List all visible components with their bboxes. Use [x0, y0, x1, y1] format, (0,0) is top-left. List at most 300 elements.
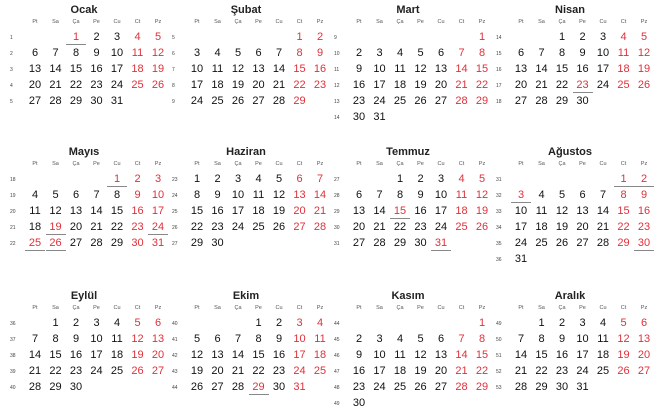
day-cell: 2	[316, 31, 324, 43]
week-number: 6	[172, 51, 175, 57]
weekday-label: Cu	[437, 19, 445, 25]
day-cell: 7	[93, 189, 100, 201]
day-cell: 10	[373, 349, 386, 361]
week-number: 10	[334, 51, 340, 57]
day-cell: 9	[558, 333, 566, 345]
day-cell: 15	[293, 63, 306, 75]
day-cell: 25	[110, 365, 124, 377]
week-number: 11	[334, 67, 340, 73]
weekday-label: Pt	[356, 161, 362, 167]
day-cell: 25	[393, 95, 407, 107]
day-cell: 12	[231, 63, 245, 75]
day-cell: 22	[293, 79, 306, 91]
weekday-label: Sa	[52, 161, 59, 167]
day-cell: 20	[352, 221, 366, 233]
weekday-label: Ct	[458, 161, 465, 167]
day-cell: 4	[538, 189, 545, 201]
day-cell: 8	[558, 47, 566, 59]
weekday-label: Cu	[599, 161, 607, 167]
day-cell: 4	[31, 189, 39, 201]
day-cell: 24	[90, 365, 103, 377]
weekday-label: Sa	[538, 161, 545, 167]
day-cell: 16	[637, 205, 651, 217]
weekday-label: Sa	[214, 305, 221, 311]
day-cell: 3	[376, 47, 383, 59]
day-cell: 2	[355, 333, 363, 345]
day-cell: 11	[617, 47, 630, 59]
day-cell: 10	[373, 63, 386, 75]
day-cell: 14	[49, 63, 62, 75]
day-cell: 19	[555, 221, 569, 233]
month-name: Eylül	[70, 290, 98, 302]
day-cell: 8	[296, 47, 303, 59]
weekday-label: Pz	[478, 19, 486, 25]
day-cell: 30	[131, 237, 144, 249]
day-cell: 28	[231, 381, 245, 393]
day-cell: 6	[296, 173, 303, 185]
day-cell: 7	[234, 333, 242, 345]
weekday-label: Pt	[356, 19, 362, 25]
day-cell: 18	[393, 79, 407, 91]
weekday-label: Cu	[437, 305, 445, 311]
day-cell: 5	[417, 47, 424, 59]
day-cell: 3	[599, 31, 607, 43]
day-cell: 18	[211, 79, 224, 91]
day-cell: 21	[49, 79, 62, 91]
day-cell: 7	[458, 47, 465, 59]
day-cell: 29	[475, 95, 489, 107]
day-cell: 4	[214, 47, 221, 59]
day-cell: 16	[131, 205, 144, 217]
day-cell: 28	[455, 95, 468, 107]
day-cell: 21	[90, 221, 103, 233]
day-cell: 29	[475, 381, 489, 393]
day-cell: 11	[535, 205, 548, 217]
day-cell: 30	[272, 381, 286, 393]
day-cell: 16	[313, 63, 327, 75]
day-cell: 10	[576, 333, 589, 345]
day-cell: 27	[434, 95, 448, 107]
day-cell: 26	[151, 79, 165, 91]
weekday-label: Pt	[32, 305, 38, 311]
day-cell: 9	[579, 47, 586, 59]
day-cell: 18	[252, 205, 265, 217]
day-cell: 14	[535, 63, 548, 75]
day-cell: 23	[69, 365, 83, 377]
day-cell: 7	[275, 47, 283, 59]
day-cell: 10	[293, 333, 306, 345]
day-cell: 18	[596, 349, 610, 361]
week-number: 19	[10, 193, 16, 199]
day-cell: 1	[52, 317, 59, 329]
week-number: 27	[172, 241, 178, 247]
day-cell: 25	[617, 79, 630, 91]
weekday-label: Ça	[396, 19, 404, 25]
day-cell: 28	[49, 95, 62, 107]
day-cell: 26	[414, 95, 427, 107]
day-cell: 2	[634, 173, 654, 187]
month-name: Şubat	[230, 4, 262, 16]
day-cell: 10	[514, 205, 528, 217]
week-number: 21	[10, 225, 16, 231]
day-cell: 28	[596, 237, 610, 249]
day-cell: 22	[252, 365, 265, 377]
week-number: 34	[496, 225, 502, 231]
day-cell: 13	[211, 349, 224, 361]
month-name: Kasım	[391, 290, 425, 302]
month-name: Temmuz	[386, 146, 430, 158]
day-cell: 19	[131, 349, 144, 361]
day-cell: 5	[417, 333, 424, 345]
day-cell: 27	[434, 381, 448, 393]
day-cell: 21	[455, 365, 468, 377]
week-number: 27	[334, 177, 340, 183]
day-cell: 27	[211, 381, 224, 393]
week-number: 3	[10, 67, 13, 73]
day-cell: 5	[620, 317, 627, 329]
day-cell: 29	[190, 237, 204, 249]
day-cell: 29	[535, 381, 548, 393]
day-cell: 10	[231, 189, 245, 201]
day-cell: 6	[437, 333, 445, 345]
day-cell: 3	[234, 173, 242, 185]
day-cell: 3	[154, 173, 162, 185]
weekday-label: Pe	[255, 161, 262, 167]
day-cell: 19	[151, 63, 165, 75]
day-cell: 24	[190, 95, 204, 107]
day-cell: 31	[514, 253, 528, 265]
day-cell: 6	[154, 317, 162, 329]
weekday-label: Sa	[376, 19, 383, 25]
week-number: 16	[496, 67, 502, 73]
weekday-label: Pt	[518, 305, 524, 311]
day-cell: 24	[434, 221, 448, 233]
day-cell: 1	[296, 31, 303, 43]
day-cell: 3	[93, 317, 100, 329]
day-cell: 20	[151, 349, 165, 361]
day-cell: 22	[555, 79, 569, 91]
weekday-label: Pe	[93, 161, 100, 167]
day-cell: 18	[110, 349, 124, 361]
day-cell: 1	[107, 173, 127, 187]
week-number: 9	[172, 99, 175, 105]
day-cell: 18	[617, 63, 630, 75]
day-cell: 15	[555, 63, 569, 75]
week-number: 23	[172, 177, 178, 183]
weekday-label: Pe	[579, 19, 586, 25]
day-cell: 13	[28, 63, 42, 75]
day-cell: 30	[576, 95, 589, 107]
weekday-label: Ça	[72, 305, 80, 311]
day-cell: 11	[394, 63, 406, 75]
week-number: 1	[10, 35, 13, 41]
day-cell: 7	[517, 333, 525, 345]
day-cell: 23	[131, 221, 144, 233]
day-cell: 19	[190, 365, 204, 377]
week-number: 39	[10, 369, 16, 375]
day-cell: 15	[475, 349, 489, 361]
day-cell: 12	[190, 349, 204, 361]
day-cell: 8	[72, 47, 80, 59]
day-cell: 30	[555, 381, 569, 393]
day-cell: 8	[478, 333, 486, 345]
day-cell: 11	[252, 189, 265, 201]
day-cell: 3	[579, 317, 586, 329]
day-cell: 6	[31, 47, 39, 59]
day-cell: 2	[275, 317, 283, 329]
day-cell: 21	[535, 79, 548, 91]
day-cell: 14	[514, 349, 528, 361]
day-cell: 29	[49, 381, 62, 393]
month-name: Mart	[396, 4, 420, 16]
day-cell: 7	[538, 47, 545, 59]
day-cell: 7	[52, 47, 59, 59]
day-cell: 20	[293, 205, 306, 217]
day-cell: 1	[478, 317, 486, 329]
weekday-label: Pe	[579, 305, 586, 311]
day-cell: 22	[110, 221, 124, 233]
day-cell: 13	[434, 63, 448, 75]
day-cell: 13	[69, 205, 83, 217]
day-cell: 28	[272, 95, 286, 107]
day-cell: 20	[514, 79, 528, 91]
day-cell: 29	[110, 237, 124, 249]
day-cell: 28	[455, 381, 468, 393]
day-cell: 11	[29, 205, 41, 217]
day-cell: 6	[255, 47, 262, 59]
weekday-label: Cu	[113, 161, 121, 167]
day-cell: 24	[231, 221, 245, 233]
weekday-label: Ct	[620, 19, 627, 25]
weekday-label: Ct	[134, 19, 141, 25]
weekday-label: Ça	[234, 19, 242, 25]
weekday-label: Ct	[458, 19, 465, 25]
week-number: 2	[10, 51, 13, 57]
day-cell: 12	[414, 63, 427, 75]
weekday-label: Ça	[396, 161, 404, 167]
day-cell: 4	[316, 317, 324, 329]
day-cell: 20	[211, 365, 224, 377]
week-number: 4	[10, 83, 13, 89]
week-number: 20	[10, 209, 16, 215]
day-cell: 26	[272, 221, 286, 233]
day-cell: 8	[538, 333, 545, 345]
day-cell: 19	[272, 205, 286, 217]
week-number: 5	[10, 99, 13, 105]
weekday-label: Pz	[478, 161, 486, 167]
day-cell: 12	[637, 47, 651, 59]
day-cell: 23	[352, 381, 366, 393]
day-cell: 3	[296, 317, 303, 329]
week-number: 14	[334, 115, 340, 121]
day-cell: 31	[110, 95, 124, 107]
day-cell: 23	[637, 221, 651, 233]
weekday-label: Pz	[640, 19, 648, 25]
day-cell: 18	[535, 221, 548, 233]
day-cell: 19	[46, 221, 66, 235]
weekday-label: Cu	[275, 305, 283, 311]
day-cell: 10	[151, 189, 165, 201]
day-cell: 9	[355, 63, 363, 75]
weekday-label: Cu	[275, 161, 283, 167]
week-number: 49	[496, 321, 502, 327]
day-cell: 30	[69, 381, 83, 393]
day-cell: 1	[66, 31, 86, 45]
day-cell: 25	[455, 221, 468, 233]
week-number: 24	[172, 193, 178, 199]
day-cell: 17	[373, 365, 386, 377]
day-cell: 12	[617, 333, 630, 345]
week-number: 33	[496, 209, 502, 215]
weekday-label: Pt	[518, 161, 524, 167]
weekday-label: Pz	[316, 19, 324, 25]
weekday-label: Sa	[214, 19, 221, 25]
day-cell: 7	[599, 189, 607, 201]
week-number: 7	[172, 67, 175, 73]
day-cell: 2	[579, 31, 586, 43]
day-cell: 24	[148, 221, 168, 235]
weekday-label: Ct	[458, 305, 465, 311]
day-cell: 14	[455, 63, 468, 75]
day-cell: 15	[475, 63, 489, 75]
day-cell: 24	[514, 237, 528, 249]
day-cell: 26	[231, 95, 245, 107]
weekday-label: Pz	[154, 161, 162, 167]
day-cell: 3	[193, 47, 201, 59]
day-cell: 18	[131, 63, 144, 75]
week-number: 44	[334, 321, 340, 327]
day-cell: 26	[617, 365, 630, 377]
day-cell: 28	[313, 221, 327, 233]
day-cell: 22	[190, 221, 204, 233]
day-cell: 13	[352, 205, 366, 217]
week-number: 44	[172, 385, 178, 391]
day-cell: 22	[393, 221, 407, 233]
weekday-label: Pt	[194, 19, 200, 25]
weekday-label: Cu	[599, 305, 607, 311]
day-cell: 13	[293, 189, 306, 201]
weekday-label: Pz	[316, 305, 324, 311]
week-number: 36	[496, 257, 502, 263]
day-cell: 1	[538, 317, 545, 329]
day-cell: 27	[252, 95, 265, 107]
day-cell: 21	[373, 221, 386, 233]
day-cell: 13	[252, 63, 265, 75]
day-cell: 4	[458, 173, 465, 185]
day-cell: 15	[252, 349, 265, 361]
weekday-label: Pt	[32, 19, 38, 25]
day-cell: 15	[49, 349, 62, 361]
week-number: 30	[334, 225, 340, 231]
day-cell: 14	[231, 349, 245, 361]
day-cell: 4	[113, 317, 121, 329]
day-cell: 20	[576, 221, 589, 233]
weekday-label: Cu	[437, 161, 445, 167]
day-cell: 6	[214, 333, 221, 345]
week-number: 8	[172, 83, 175, 89]
day-cell: 31	[576, 381, 589, 393]
day-cell: 17	[110, 63, 124, 75]
day-cell: 12	[131, 333, 144, 345]
day-cell: 2	[134, 173, 141, 185]
day-cell: 19	[414, 79, 427, 91]
day-cell: 18	[455, 205, 468, 217]
week-number: 53	[496, 385, 502, 391]
day-cell: 27	[151, 365, 165, 377]
weekday-label: Sa	[52, 19, 59, 25]
day-cell: 11	[111, 333, 123, 345]
week-number: 42	[172, 353, 178, 359]
day-cell: 17	[373, 79, 386, 91]
day-cell: 21	[514, 365, 528, 377]
week-number: 17	[496, 83, 502, 89]
day-cell: 22	[49, 365, 62, 377]
week-number: 15	[496, 51, 502, 57]
day-cell: 26	[190, 381, 204, 393]
day-cell: 3	[511, 189, 531, 203]
day-cell: 2	[72, 317, 80, 329]
weekday-label: Pe	[93, 19, 100, 25]
weekday-label: Ça	[558, 305, 566, 311]
day-cell: 28	[514, 381, 528, 393]
day-cell: 20	[637, 349, 651, 361]
day-cell: 20	[434, 79, 448, 91]
weekday-label: Cu	[599, 19, 607, 25]
day-cell: 29	[69, 95, 83, 107]
day-cell: 18	[393, 365, 407, 377]
week-number: 46	[334, 353, 340, 359]
day-cell: 23	[211, 221, 224, 233]
day-cell: 3	[376, 333, 383, 345]
week-number: 14	[496, 35, 502, 41]
week-number: 28	[334, 193, 340, 199]
week-number: 43	[172, 369, 178, 375]
day-cell: 13	[576, 205, 589, 217]
day-cell: 31	[151, 237, 165, 249]
day-cell: 5	[275, 173, 283, 185]
week-number: 31	[334, 241, 340, 247]
day-cell: 28	[535, 95, 548, 107]
day-cell: 25	[131, 79, 144, 91]
day-cell: 6	[437, 47, 445, 59]
day-cell: 12	[414, 349, 427, 361]
month-name: Aralık	[554, 290, 586, 302]
day-cell: 21	[596, 221, 610, 233]
weekday-label: Pz	[640, 161, 648, 167]
day-cell: 7	[31, 333, 39, 345]
day-cell: 24	[110, 79, 124, 91]
day-cell: 25	[596, 365, 610, 377]
weekday-label: Cu	[275, 19, 283, 25]
day-cell: 22	[617, 221, 630, 233]
weekday-label: Sa	[538, 305, 545, 311]
day-cell: 8	[52, 333, 59, 345]
day-cell: 30	[352, 397, 366, 409]
weekday-label: Sa	[376, 305, 383, 311]
day-cell: 12	[555, 205, 569, 217]
weekday-label: Ct	[620, 305, 627, 311]
day-cell: 9	[316, 47, 324, 59]
day-cell: 14	[313, 189, 327, 201]
day-cell: 1	[558, 31, 566, 43]
week-number: 37	[10, 337, 16, 343]
day-cell: 30	[211, 237, 224, 249]
weekday-label: Ça	[72, 19, 80, 25]
day-cell: 19	[231, 79, 245, 91]
day-cell: 16	[352, 79, 366, 91]
day-cell: 5	[478, 173, 486, 185]
day-cell: 25	[313, 365, 327, 377]
